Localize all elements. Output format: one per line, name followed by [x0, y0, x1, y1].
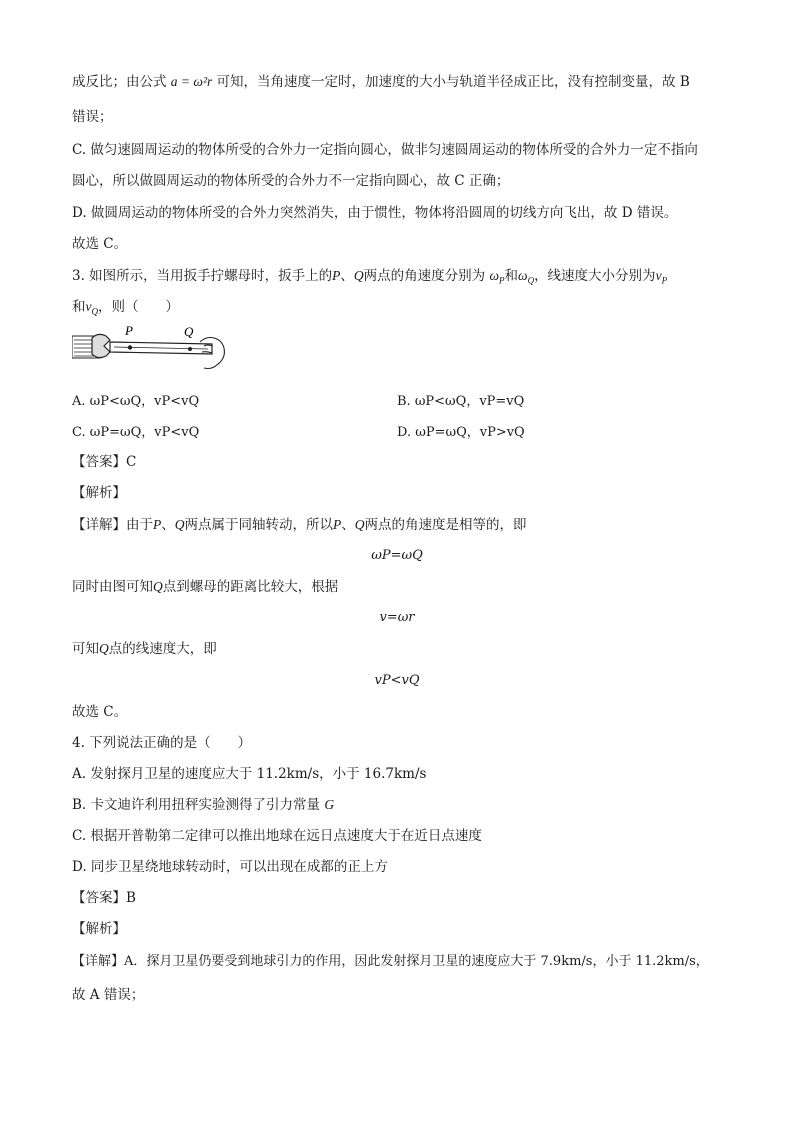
question-4-stem: 4. 下列说法正确的是（ ）: [72, 735, 252, 751]
text-segment: B. 卡文迪许利用扭秤实验测得了引力常量: [72, 797, 321, 813]
label-q: Q: [184, 324, 194, 339]
wrench-figure: [72, 322, 232, 378]
text-line: [72, 72, 690, 92]
text-line: D. 做圆周运动的物体所受的合外力突然消失，由于惯性，物体将沿圆周的切线方向飞出，故 D 错误。: [72, 205, 678, 221]
point-q: [188, 347, 192, 351]
option-b: B. ωP<ωQ，vP=vQ: [397, 394, 525, 409]
symbol-q: Q: [99, 641, 109, 656]
text-segment: 、: [161, 517, 175, 533]
equation-3: vP<vQ: [374, 673, 420, 688]
omega-p: $\omega_P$: [489, 268, 505, 286]
symbol-p: P: [153, 517, 162, 532]
text-segment: 【详解】由于: [72, 517, 153, 533]
v-q: $v_Q$: [85, 299, 98, 317]
text-segment: 和: [504, 268, 519, 284]
text-segment: 同时由图可知: [72, 579, 153, 595]
text-segment: ，: [98, 299, 112, 315]
detail-4-line2: 故 A 错误；: [72, 987, 145, 1003]
text-segment: 和: [72, 299, 86, 315]
text-segment: 、: [341, 517, 355, 533]
detail-3-line3: [72, 639, 217, 659]
q4-option-d: D. 同步卫星绕地球转动时，可以出现在成都的正上方: [72, 859, 388, 875]
text-line: C. 做匀速圆周运动的物体所受的合外力一定指向圆心，做非匀速圆周运动的物体所受的合外力一定不指向: [72, 142, 698, 158]
equation-2: v=ωr: [379, 610, 415, 625]
question-3-stem-cont: [72, 297, 179, 322]
text-segment: 3. 如图所示，当用扳手拧螺母时，扳手上的: [72, 268, 333, 284]
text-segment: 两点的角速度是相等的，即: [364, 517, 527, 533]
q4-option-b: [72, 795, 334, 815]
question-3-stem: [72, 266, 667, 291]
symbol-q: Q: [354, 517, 365, 532]
text-segment: 两点的角速度分别为: [363, 268, 486, 284]
symbol-q: Q: [174, 517, 185, 532]
symbol-p: P: [333, 517, 342, 532]
detail-3-line2: [72, 577, 338, 597]
text-segment: 可知: [72, 641, 99, 657]
option-d: D. ωP=ωQ，vP>vQ: [397, 425, 525, 440]
answer-3: 【答案】C: [72, 454, 137, 470]
text-line: 圆心，所以做圆周运动的物体所受的合外力不一定指向圆心，故 C 正确；: [72, 173, 510, 189]
text-line: 故选 C。: [72, 236, 128, 252]
q4-option-c: C. 根据开普勒第二定律可以推出地球在远日点速度大于在近日点速度: [72, 828, 482, 844]
equation-1: ωP=ωQ: [371, 548, 423, 563]
analysis-3: 【解析】: [72, 485, 126, 501]
option-a: A. ωP<ωQ，vP<vQ: [72, 394, 200, 409]
formula: a = ω²r: [170, 74, 213, 89]
q4-option-a: A. 发射探月卫星的速度应大于 11.2km/s，小于 16.7km/s: [72, 766, 427, 782]
text-segment: 可知，当角速度一定时，加速度的大小与轨道半径成正比，没有控制变量，故 B: [216, 74, 690, 90]
omega-q: $\omega_Q$: [518, 268, 535, 286]
analysis-4: 【解析】: [72, 921, 126, 937]
detail-3: [72, 515, 527, 535]
text-line: 错误；: [72, 109, 113, 125]
answer-4: 【答案】B: [72, 890, 136, 906]
select-3: 故选 C。: [72, 704, 128, 720]
symbol-q: Q: [153, 579, 163, 594]
symbol-q: Q: [353, 268, 364, 283]
text-segment: 两点属于同轴转动，所以: [184, 517, 333, 533]
text-segment: ，线速度大小分别为: [534, 268, 656, 284]
symbol-p: P: [332, 268, 341, 283]
option-c: C. ωP=ωQ，vP<vQ: [72, 425, 200, 440]
text-segment: 则（ ）: [111, 299, 179, 315]
text-segment: 点的线速度大，即: [108, 641, 217, 657]
symbol-g: G: [324, 797, 335, 812]
point-p: [128, 345, 132, 349]
label-p: P: [125, 323, 133, 338]
detail-4: 【详解】A．探月卫星仍要受到地球引力的作用，因此发射探月卫星的速度应大于 7.9km/s，小于 11.2km/s，: [72, 954, 709, 969]
v-p: $v_P$: [655, 268, 668, 286]
text-segment: 成反比；由公式: [72, 74, 167, 90]
text-segment: 、: [340, 268, 354, 284]
text-segment: 点到螺母的距离比较大，根据: [162, 579, 339, 595]
